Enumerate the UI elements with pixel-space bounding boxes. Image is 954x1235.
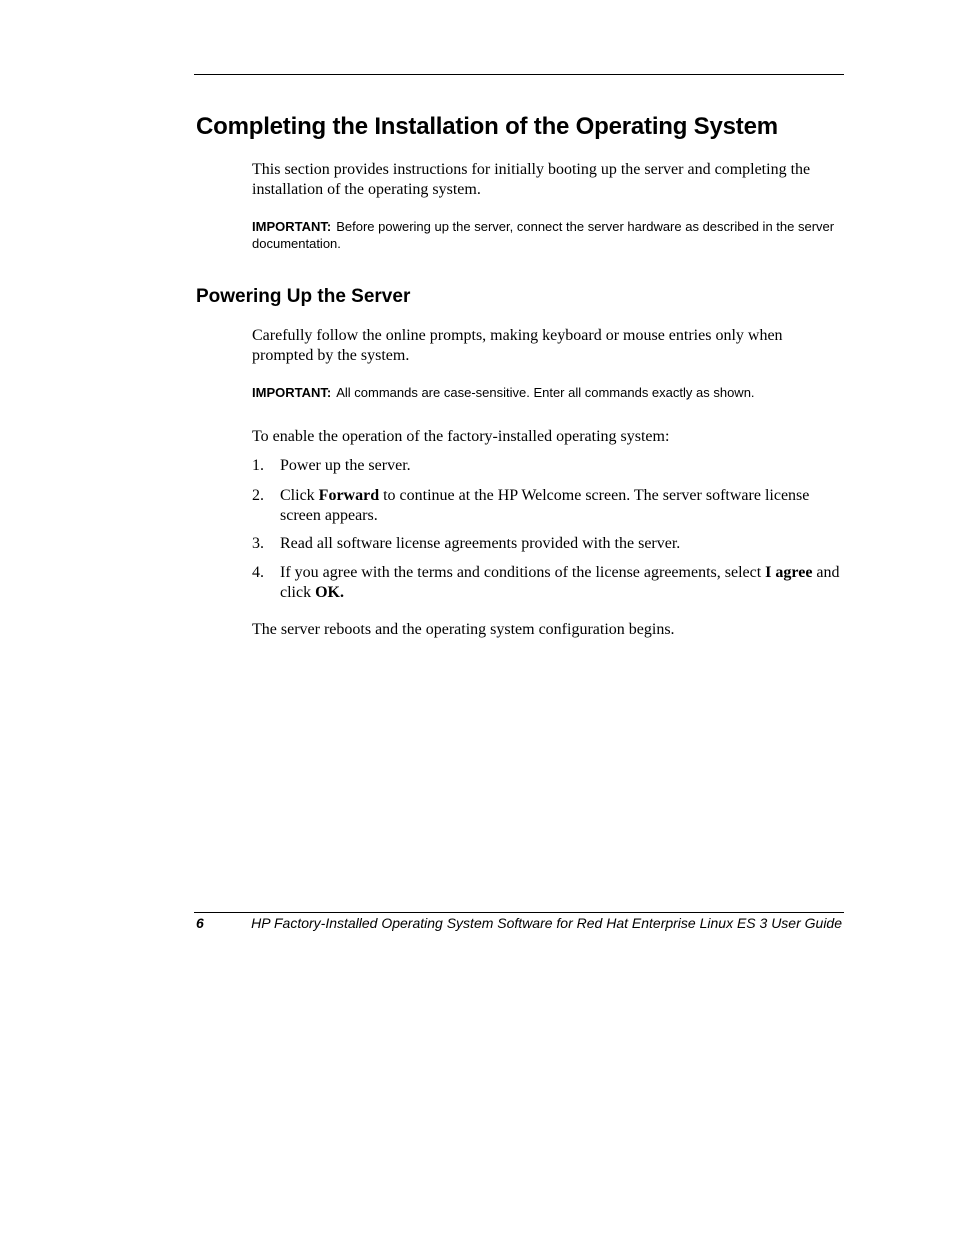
section-title: Completing the Installation of the Operating System xyxy=(196,113,778,140)
page-number: 6 xyxy=(196,915,204,931)
step-number: 2. xyxy=(252,487,264,504)
important-note-2 xyxy=(252,384,842,401)
list-item xyxy=(252,486,842,525)
subsection-title: Powering Up the Server xyxy=(196,286,411,307)
footer-guide-title: HP Factory-Installed Operating System Software for Red Hat Enterprise Linux ES 3 User Guide xyxy=(251,915,842,931)
step-number: 1. xyxy=(252,457,264,474)
footer-rule xyxy=(194,912,844,913)
header-rule xyxy=(194,74,844,75)
important-label: IMPORTANT: xyxy=(252,219,332,234)
list-item xyxy=(252,563,842,602)
section-intro: This section provides instructions for initially booting up the server and completing the installation of the operating system. xyxy=(252,161,811,198)
conclusion: The server reboots and the operating system configuration begins. xyxy=(252,621,675,638)
ui-term: I agree xyxy=(765,564,813,581)
important-text: All commands are case-sensitive. Enter all commands exactly as shown. xyxy=(336,385,755,400)
important-text: Before powering up the server, connect the server hardware as described in the server documentation. xyxy=(252,219,835,251)
ui-term: OK. xyxy=(315,583,344,601)
step-number: 4. xyxy=(252,564,264,581)
step-text: Read all software license agreements provided with the server. xyxy=(280,535,681,552)
important-note-1 xyxy=(252,218,842,252)
step-text: If you agree with the terms and conditions of the license agreements, select I agree and click OK. xyxy=(280,564,840,601)
step-number: 3. xyxy=(252,535,264,552)
list-item xyxy=(252,456,842,476)
step-text: Click Forward to continue at the HP Welcome screen. The server software license screen appears. xyxy=(280,487,810,524)
list-item xyxy=(252,534,842,554)
step-text: Power up the server. xyxy=(280,457,411,474)
steps-lead: To enable the operation of the factory-installed operating system: xyxy=(252,428,670,445)
ui-term: Forward xyxy=(318,487,380,504)
important-label: IMPORTANT: xyxy=(252,385,332,400)
subsection-intro: Carefully follow the online prompts, making keyboard or mouse entries only when prompted by the system. xyxy=(252,327,783,364)
